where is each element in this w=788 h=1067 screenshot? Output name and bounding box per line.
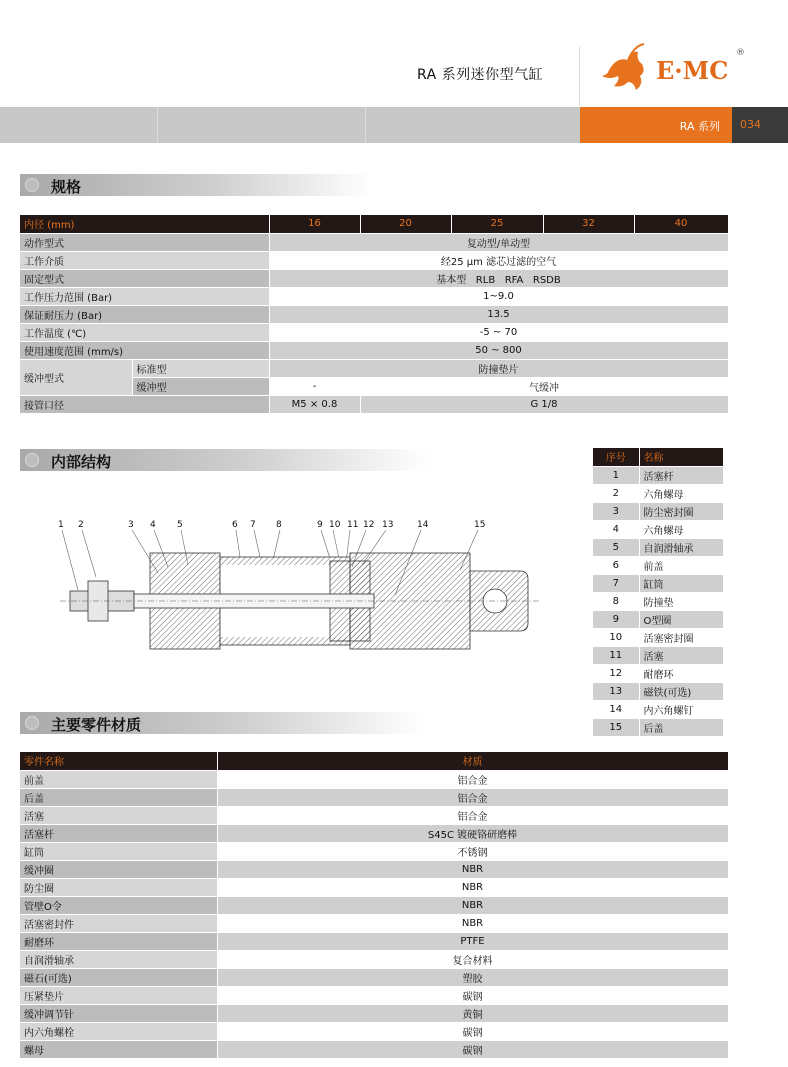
part-name: 活塞杆	[20, 824, 217, 842]
material: 铝合金	[217, 770, 728, 788]
table-row	[593, 520, 723, 538]
section-bullet-icon	[25, 178, 39, 192]
table-row	[593, 646, 723, 664]
part-name: 耐磨环	[20, 932, 217, 950]
table-row	[20, 788, 728, 806]
table-row	[20, 950, 728, 968]
part-number: 14	[593, 700, 639, 718]
part-number: 5	[593, 538, 639, 556]
part-name: O型圈	[639, 610, 723, 628]
header-cell: 20	[360, 215, 451, 233]
material: NBR	[217, 914, 728, 932]
table-row	[20, 842, 728, 860]
header-cell: 内径 (mm)	[20, 215, 269, 233]
material: 塑胶	[217, 968, 728, 986]
part-name: 活塞	[20, 806, 217, 824]
part-number: 8	[593, 592, 639, 610]
part-number: 1	[593, 466, 639, 484]
table-row	[593, 700, 723, 718]
series-tab	[580, 107, 732, 143]
table-row	[20, 341, 728, 359]
header-cell: 16	[269, 215, 360, 233]
row-value: -	[269, 377, 360, 395]
row-label: 工作介质	[20, 251, 269, 269]
table-row	[20, 359, 728, 377]
table-row	[593, 664, 723, 682]
table-header-row	[593, 448, 723, 466]
row-label: 缓冲型式	[20, 359, 132, 395]
part-number: 9	[593, 610, 639, 628]
band-divider	[365, 107, 366, 143]
section-title: 内部结构	[51, 453, 112, 471]
part-number: 13	[593, 682, 639, 700]
section-bullet-icon	[25, 716, 39, 730]
row-label: 接管口径	[20, 395, 269, 413]
table-row	[20, 1022, 728, 1040]
table-row	[20, 968, 728, 986]
row-value: 气缓冲	[360, 377, 728, 395]
part-name: 缸筒	[20, 842, 217, 860]
callout-labels	[58, 520, 485, 530]
row-sublabel: 标准型	[132, 359, 269, 377]
part-number: 3	[593, 502, 639, 520]
svg-text:13: 13	[382, 520, 394, 530]
svg-text:14: 14	[417, 520, 429, 530]
row-label: 保证耐压力 (Bar)	[20, 305, 269, 323]
material: NBR	[217, 896, 728, 914]
row-value: 13.5	[269, 305, 728, 323]
part-name: 磁铁(可选)	[639, 682, 723, 700]
table-row	[593, 538, 723, 556]
series-label: RA 系列	[679, 120, 720, 133]
table-row	[20, 770, 728, 788]
table-row	[593, 574, 723, 592]
part-name: 缓冲调节针	[20, 1004, 217, 1022]
row-label: 使用速度范围 (mm/s)	[20, 341, 269, 359]
band-divider	[157, 107, 158, 143]
part-name: 缸筒	[639, 574, 723, 592]
material: 碳钢	[217, 986, 728, 1004]
part-name: 前盖	[639, 556, 723, 574]
part-name: 内六角螺钉	[639, 700, 723, 718]
table-row	[593, 628, 723, 646]
table-row	[20, 1004, 728, 1022]
svg-text:8: 8	[276, 520, 282, 530]
materials-table	[20, 752, 729, 1059]
part-name: 六角螺母	[639, 484, 723, 502]
header-cell: 名称	[639, 448, 723, 466]
row-value: 50 ~ 800	[269, 341, 728, 359]
spec-table	[20, 215, 729, 414]
material: 铝合金	[217, 806, 728, 824]
row-label: 动作型式	[20, 233, 269, 251]
table-row	[20, 932, 728, 950]
part-name: 活塞密封圈	[639, 628, 723, 646]
part-name: 防尘圈	[20, 878, 217, 896]
part-name: 磁石(可选)	[20, 968, 217, 986]
table-row	[20, 914, 728, 932]
svg-text:12: 12	[363, 520, 375, 530]
row-value: 防撞垫片	[269, 359, 728, 377]
material: 碳钢	[217, 1022, 728, 1040]
cylinder-cross-section-diagram	[50, 515, 550, 675]
page-number: 034	[740, 118, 761, 131]
header-cell: 25	[451, 215, 543, 233]
material: 碳钢	[217, 1040, 728, 1058]
table-row	[20, 860, 728, 878]
table-row	[593, 466, 723, 484]
table-row	[20, 878, 728, 896]
material: 铝合金	[217, 788, 728, 806]
table-row	[20, 395, 728, 413]
svg-text:6: 6	[232, 520, 238, 530]
part-name: 自润滑轴承	[20, 950, 217, 968]
section-header-structure	[20, 449, 430, 471]
header-cell: 序号	[593, 448, 639, 466]
table-row	[20, 233, 728, 251]
section-header-spec	[20, 174, 372, 196]
row-value: 经25 μm 滤芯过滤的空气	[269, 251, 728, 269]
svg-text:7: 7	[250, 520, 256, 530]
logo-text: E·MC	[656, 56, 729, 85]
part-name: 管壁O令	[20, 896, 217, 914]
row-value: 基本型 RLB RFA RSDB	[269, 269, 728, 287]
material: NBR	[217, 860, 728, 878]
part-name: 缓冲圈	[20, 860, 217, 878]
section-bullet-icon	[25, 453, 39, 467]
row-value: 1~9.0	[269, 287, 728, 305]
part-name: 活塞密封件	[20, 914, 217, 932]
row-label: 工作温度 (℃)	[20, 323, 269, 341]
table-row	[593, 484, 723, 502]
table-row	[20, 824, 728, 842]
material: 不锈钢	[217, 842, 728, 860]
part-name: 自润滑轴承	[639, 538, 723, 556]
table-row	[593, 682, 723, 700]
table-row	[20, 251, 728, 269]
table-row	[20, 305, 728, 323]
material: S45C 镀硬铬研磨棒	[217, 824, 728, 842]
table-row	[20, 986, 728, 1004]
table-header-row	[20, 215, 728, 233]
svg-text:11: 11	[347, 520, 359, 530]
svg-text:4: 4	[150, 520, 156, 530]
part-name: 压紧垫片	[20, 986, 217, 1004]
svg-text:9: 9	[317, 520, 323, 530]
table-row	[20, 806, 728, 824]
svg-text:1: 1	[58, 520, 64, 530]
table-row	[593, 502, 723, 520]
table-row	[20, 269, 728, 287]
header-divider	[579, 47, 580, 105]
part-name: 防撞垫	[639, 592, 723, 610]
svg-text:10: 10	[329, 520, 341, 530]
part-name: 内六角螺栓	[20, 1022, 217, 1040]
row-value: G 1/8	[360, 395, 728, 413]
section-title: 主要零件材质	[51, 716, 142, 734]
part-name: 活塞杆	[639, 466, 723, 484]
table-row	[593, 610, 723, 628]
material: 黄铜	[217, 1004, 728, 1022]
part-name: 螺母	[20, 1040, 217, 1058]
table-row	[20, 1040, 728, 1058]
table-row	[20, 896, 728, 914]
part-name: 后盖	[20, 788, 217, 806]
table-row	[593, 556, 723, 574]
table-row	[20, 287, 728, 305]
registered-mark: ®	[736, 48, 745, 58]
row-value: M5 × 0.8	[269, 395, 360, 413]
svg-text:2: 2	[78, 520, 84, 530]
row-label: 工作压力范围 (Bar)	[20, 287, 269, 305]
part-number: 12	[593, 664, 639, 682]
page-title: RA 系列迷你型气缸	[417, 67, 544, 83]
part-number: 7	[593, 574, 639, 592]
svg-text:3: 3	[128, 520, 134, 530]
row-sublabel: 缓冲型	[132, 377, 269, 395]
part-number: 11	[593, 646, 639, 664]
part-name: 后盖	[639, 718, 723, 736]
part-number: 15	[593, 718, 639, 736]
part-name: 活塞	[639, 646, 723, 664]
section-header-materials	[20, 712, 424, 734]
header-cell: 零件名称	[20, 752, 217, 770]
table-header-row	[20, 752, 728, 770]
material: 复合材料	[217, 950, 728, 968]
svg-text:5: 5	[177, 520, 183, 530]
row-value: -5 ~ 70	[269, 323, 728, 341]
part-number: 2	[593, 484, 639, 502]
material: PTFE	[217, 932, 728, 950]
table-row	[20, 323, 728, 341]
header-cell: 40	[634, 215, 728, 233]
part-name: 前盖	[20, 770, 217, 788]
part-name: 耐磨环	[639, 664, 723, 682]
parts-list-table	[593, 448, 724, 737]
part-name: 防尘密封圈	[639, 502, 723, 520]
page-number-box	[732, 107, 788, 143]
table-row	[593, 592, 723, 610]
row-value: 复动型/单动型	[269, 233, 728, 251]
section-title: 规格	[51, 178, 82, 196]
table-row	[593, 718, 723, 736]
part-number: 10	[593, 628, 639, 646]
svg-text:15: 15	[474, 520, 486, 530]
header-cell: 材质	[217, 752, 728, 770]
part-number: 6	[593, 556, 639, 574]
material: NBR	[217, 878, 728, 896]
header-cell: 32	[543, 215, 634, 233]
part-name: 六角螺母	[639, 520, 723, 538]
row-label: 固定型式	[20, 269, 269, 287]
part-number: 4	[593, 520, 639, 538]
